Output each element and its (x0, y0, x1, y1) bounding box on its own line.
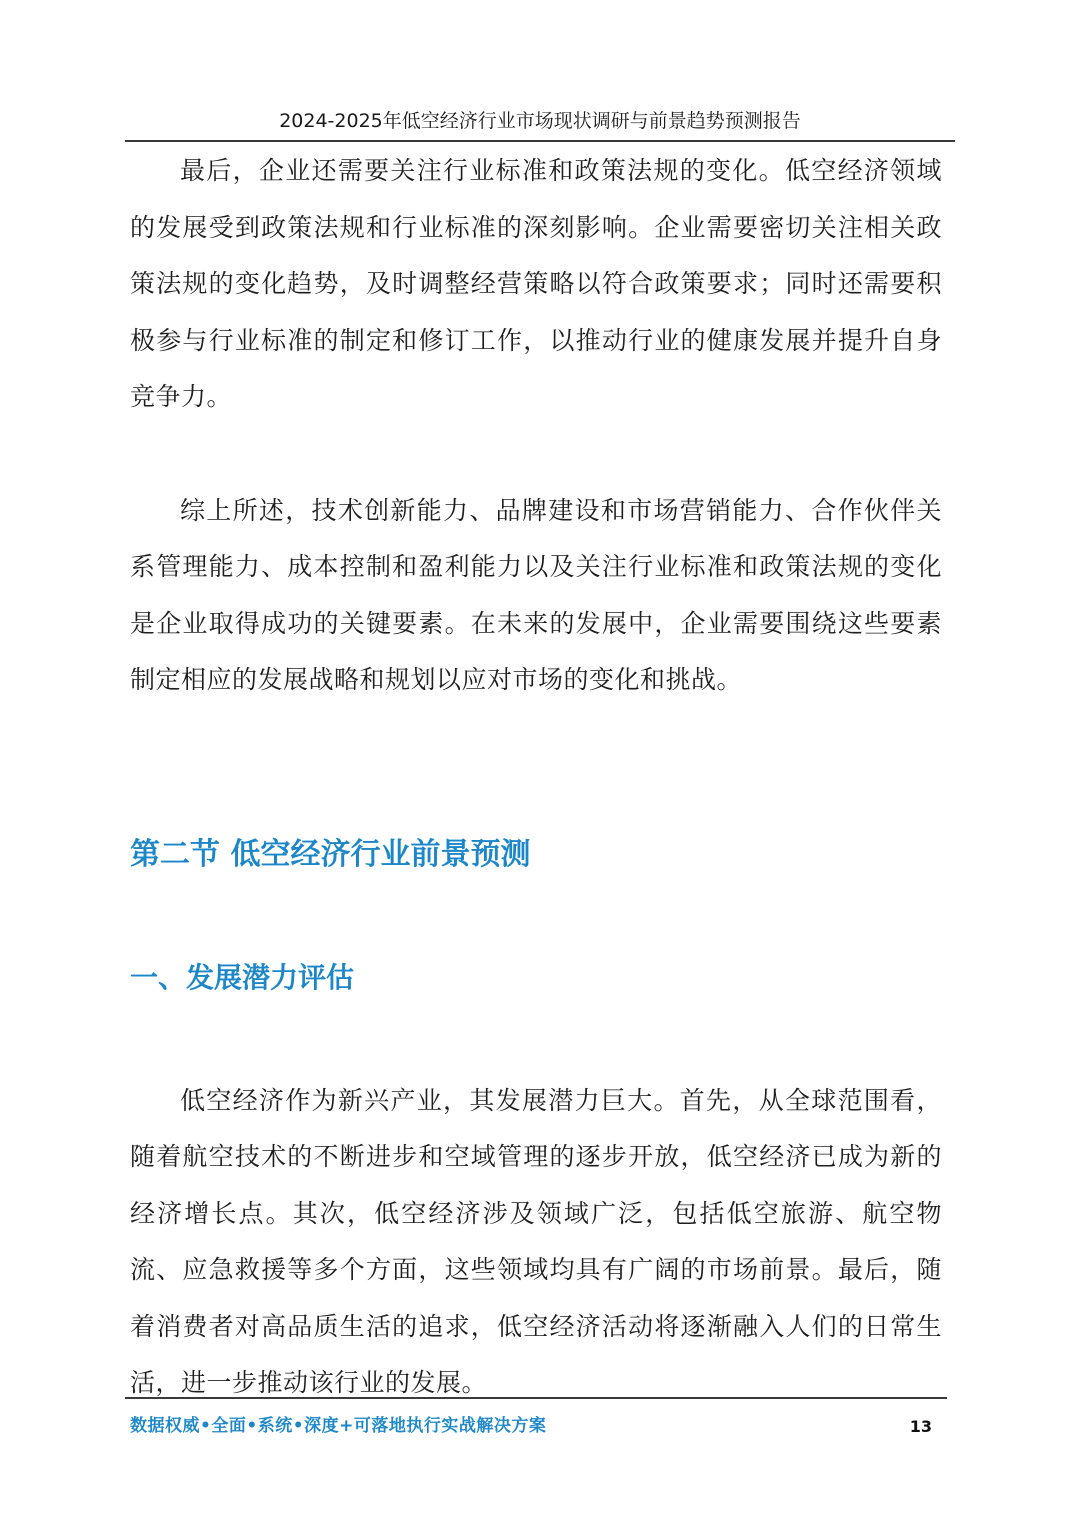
body-paragraph: 最后，企业还需要关注行业标准和政策法规的变化。低空经济领域的发展受到政策法规和行业标准的深刻影响。企业需要密切关注相关政策法规的变化趋势，及时调整经营策略以符合政策要求；同时还需要积极参与行业标准的制定和修订工作，以推动行业的健康发展并提升自身竞争力。 (130, 156, 942, 411)
subsection-title: 一、发展潜力评估 (130, 960, 355, 994)
footer-slogan: 数据权威•全面•系统•深度+可落地执行实战解决方案 (130, 1416, 547, 1436)
body-paragraph: 低空经济作为新兴产业，其发展潜力巨大。首先，从全球范围看，随着航空技术的不断进步和空域管理的逐步开放，低空经济已成为新的经济增长点。其次，低空经济涉及领域广泛，包括低空旅游、航空物流、应急救援等多个方面，这些领域均具有广阔的市场前景。最后，随着消费者对高品质生活的追求，低空经济活动将逐渐融入人们的日常生活，进一步推动该行业的发展。 (130, 1085, 942, 1397)
page-content (130, 143, 942, 1412)
report-title: 2024-2025年低空经济行业市场现状调研与前景趋势预测报告 (279, 110, 801, 132)
footer-divider (125, 1397, 947, 1399)
body-paragraph: 综上所述，技术创新能力、品牌建设和市场营销能力、合作伙伴关系管理能力、成本控制和盈利能力以及关注行业标准和政策法规的变化是企业取得成功的关键要素。在未来的发展中，企业需要围绕这些要素制定相应的发展战略和规划以应对市场的变化和挑战。 (130, 495, 942, 694)
section-title: 第二节 低空经济行业前景预测 (130, 836, 531, 872)
page-number: 13 (909, 1417, 932, 1436)
page-header (125, 100, 955, 142)
